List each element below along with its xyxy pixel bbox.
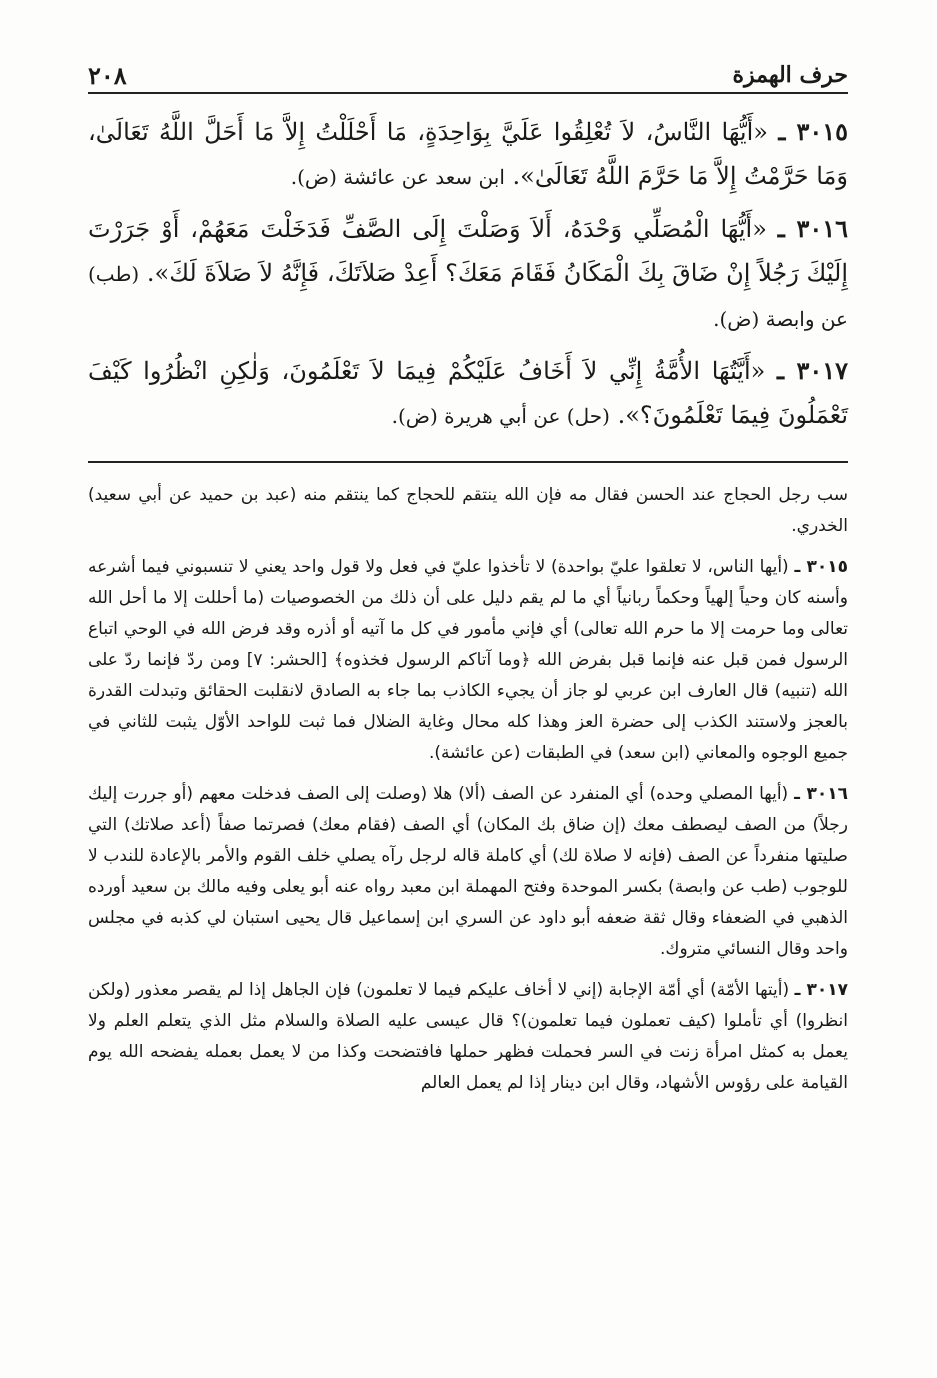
- commentary-section: [88, 480, 848, 1109]
- hadith-entry: [88, 207, 848, 341]
- commentary-text: سب رجل الحجاج عند الحسن فقال مه فإن الله ينتقم للحجاج كما ينتقم منه (عبد بن حميد عن أبي سعيد) الخدري.: [88, 485, 848, 536]
- section-title: حرف الهمزة: [732, 62, 848, 88]
- hadith-text: «أَيَّتُهَا الأُمَّةُ إِنِّي لاَ أَخَافُ عَلَيْكُمْ فِيمَا لاَ تَعْلَمُونَ، وَلٰكِنِ انْظُرُوا كَيْفَ تَعْمَلُونَ فِيمَا تَعْلَمُونَ؟».: [88, 357, 848, 429]
- page-number: ٢٠٨: [88, 60, 127, 90]
- hadith-text: «أَيُّهَا الْمُصَلِّي وَحْدَهُ، أَلاَ وَصَلْتَ إِلَى الصَّفِّ فَدَخَلْتَ مَعَهُمْ، أَوْ جَرَرْتَ إِلَيْكَ رَجُلاً إِنْ ضَاقَ بِكَ الْمَكَانُ فَقَامَ مَعَكَ؟ أَعِدْ صَلاَتَكَ، فَإِنَّهُ لاَ صَلاَةَ لَكَ».: [88, 215, 848, 287]
- commentary-number: ٣٠١٧ ـ: [794, 980, 848, 1000]
- commentary-text: (أيها المصلي وحده) أي المنفرد عن الصف (ألا) هلا (وصلت إلى الصف فدخلت معهم (أو جررت إليك رجلاً) من الصف ليصطف معك (إن ضاق بك المكان) أي الصف (فقام معك) فصرتما صفاً (أعد صلاتك) التي صليتها منفرداً عن الصف (فإنه لا صلاة لك) أي كاملة قاله لرجل رآه يصلي خلف القوم والأمر بالإعادة للندب لا للوجوب (طب عن وابصة) بكسر الموحدة وفتح المهملة ابن معبد رواه عنه أبو يعلى وفيه مالك بن سعيد أورده الذهبي في الضعفاء وقال ثقة ضعفه أبو داود عن السري ابن إسماعيل قال يحيى استبان لي كذبه في مجلس واحد وقال النسائي متروك.: [88, 784, 848, 959]
- commentary-paragraph: [88, 552, 848, 769]
- hadith-source: ابن سعد عن عائشة (ض).: [290, 165, 505, 189]
- page-header: [88, 58, 848, 94]
- commentary-number: ٣٠١٦ ـ: [794, 784, 848, 804]
- footnote-divider: [88, 461, 848, 463]
- commentary-number: ٣٠١٥ ـ: [794, 557, 849, 577]
- hadith-number: ٣٠١٦ ـ: [777, 214, 848, 243]
- commentary-text: (أيها الناس، لا تعلقوا عليّ بواحدة) لا تأخذوا عليّ في فعل ولا قول واحد يعني لا تنسبوني فيما أشرعه وأسنه كان وحياً إلهياً وحكماً ربانياً أي ما لم يقم دليل على أن ذلك من الخصوصيات (ما أحللت إلا ما أحل الله تعالى وما حرمت إلا ما حرم الله تعالى) أي فإني مأمور في كل ما آتيه أو أذره وقد فرض الله في الوحي اتباع الرسول فمن قبل عنه فإنما قبل بفرض الله ﴿وما آتاكم الرسول فخذوه﴾ [الحشر: ٧] ومن ردّ فإنما ردّ على الله (تنبيه) قال العارف ابن عربي لو جاز أن يجيء الكاذب بما جاء به الصادق لانقلبت الحقائق وتبدلت القدرة بالعجز ولاستند الكذب إلى حضرة العز وهذا كله محال وغاية الضلال فما ثبت للواحد الأوّل يثبت للثاني في جميع الوجوه والمعاني (ابن سعد) في الطبقات (عن عائشة).: [88, 557, 848, 763]
- commentary-text: (أيتها الأمّة) أي أمّة الإجابة (إني لا أخاف عليكم فيما لا تعلمون) فإن الجاهل إذا لم يقصر معذور (ولكن انظروا) أي تأملوا (كيف تعملون فيما تعلمون)؟ قال عيسى عليه الصلاة والسلام مثل الذي يتعلم العلم ولا يعمل به كمثل امرأة زنت في السر فحملت فظهر حملها فافتضحت وكذا من لا يعمل بعمله يفضحه الله يوم القيامة على رؤوس الأشهاد، وقال ابن دينار إذا لم يعمل العالم: [88, 980, 848, 1093]
- commentary-paragraph: [88, 975, 848, 1099]
- hadith-number: ٣٠١٥ ـ: [778, 117, 849, 146]
- hadith-entry: [88, 349, 848, 438]
- commentary-paragraph: [88, 480, 848, 542]
- hadith-entry: [88, 110, 848, 199]
- hadith-number: ٣٠١٧ ـ: [777, 356, 848, 385]
- hadith-text: «أَيُّهَا النَّاسُ، لاَ تُعْلِقُوا عَلَيَّ بِوَاحِدَةٍ، مَا أَحْلَلْتُ إِلاَّ مَا أَحَلَّ اللَّهُ تَعَالَىٰ، وَمَا حَرَّمْتُ إِلاَّ مَا حَرَّمَ اللَّهُ تَعَالَىٰ».: [88, 118, 848, 190]
- hadith-section: [88, 110, 848, 446]
- hadith-source: (طب) عن وابصة (ض).: [88, 262, 848, 331]
- hadith-source: (حل) عن أبي هريرة (ض).: [391, 404, 610, 428]
- commentary-paragraph: [88, 779, 848, 965]
